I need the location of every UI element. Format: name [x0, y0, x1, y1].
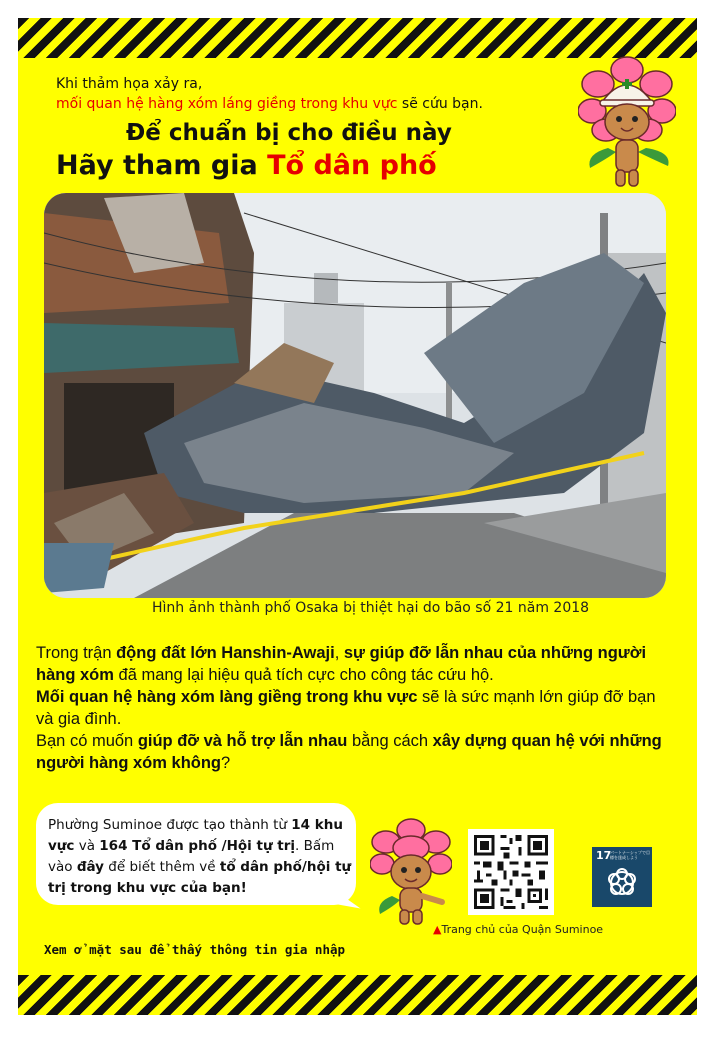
body-paragraph-2	[36, 686, 676, 730]
body-bold-span: giúp đỡ và hỗ trợ lẫn nhau	[137, 732, 348, 750]
speech-bubble-text	[48, 815, 358, 899]
body-bold-span: Mối quan hệ hàng xóm làng giềng trong khu vực	[36, 688, 418, 706]
hazard-stripe-bottom	[18, 975, 697, 1015]
flyer-page	[18, 18, 697, 1015]
body-text-span: ,	[334, 644, 344, 662]
sdg-number: 17	[596, 849, 612, 862]
here-link[interactable]: đây	[76, 859, 104, 875]
bubble-text-span: . Bấm vào	[48, 838, 335, 875]
bubble-text-span: Phường Suminoe được tạo thành từ	[48, 817, 292, 833]
body-text-span: ?	[221, 754, 231, 772]
intro-tail-text: sẽ cứu bạn.	[397, 96, 483, 112]
back-side-note: Xem ở mặt sau để thấy thông tin gia nhập	[44, 942, 346, 957]
hazard-stripe-top	[18, 18, 697, 58]
body-paragraph-1	[36, 642, 676, 686]
bubble-bold-span: 164 Tổ dân phố /Hội tự trị	[99, 838, 296, 854]
sdg-17-icon	[592, 847, 652, 907]
qr-caption	[433, 923, 603, 936]
body-text-span: Trong trận	[36, 644, 117, 662]
body-bold-span: xây dựng quan hệ với những người hàng xóm không	[36, 732, 662, 772]
body-text-span: Bạn có muốn	[36, 732, 138, 750]
bubble-text-span: và	[74, 838, 100, 854]
bubble-bold-span: tổ dân phố/hội tự trị trong khu vực của bạn!	[48, 859, 352, 896]
heading-line-1: Để chuẩn bị cho điều này	[126, 120, 452, 146]
mascot-helmet-icon	[578, 56, 676, 191]
body-text	[36, 642, 676, 774]
heading-line-2	[56, 150, 437, 181]
qr-caption-text: Trang chủ của Quận Suminoe	[441, 923, 604, 936]
sdg-text: パートナーシップで目標を達成しよう	[610, 850, 650, 860]
body-bold-span: sự giúp đỡ lẫn nhau của những người hàng xóm	[36, 644, 647, 684]
bubble-bold-span: 14 khu vực	[48, 817, 343, 854]
photo-caption: Hình ảnh thành phố Osaka bị thiệt hại do bão số 21 năm 2018	[152, 600, 590, 616]
sdg-ring-icon	[592, 847, 652, 907]
intro-line-1: Khi thảm họa xảy ra,	[56, 76, 203, 92]
mascot-pointing-icon	[370, 818, 452, 926]
intro-line-2	[56, 96, 483, 112]
bubble-text-span: để biết thêm về	[104, 859, 220, 875]
qr-code-icon[interactable]	[468, 829, 554, 915]
triangle-up-icon: ▲	[433, 923, 442, 936]
body-text-span: bằng cách	[347, 732, 433, 750]
heading-highlight: Tổ dân phố	[267, 150, 437, 181]
body-text-span: sẽ là sức mạnh lớn giúp đỡ bạn và gia đình.	[36, 688, 656, 728]
intro-red-text: mối quan hệ hàng xóm láng giềng trong khu vực	[56, 96, 398, 112]
body-bold-span: động đất lớn Hanshin-Awaji	[116, 644, 335, 662]
body-text-span: đã mang lại hiệu quả tích cực cho công tác cứu hộ.	[113, 666, 494, 684]
heading-prefix: Hãy tham gia	[56, 150, 268, 181]
storm-damage-photo	[44, 193, 666, 598]
body-paragraph-3	[36, 730, 676, 774]
